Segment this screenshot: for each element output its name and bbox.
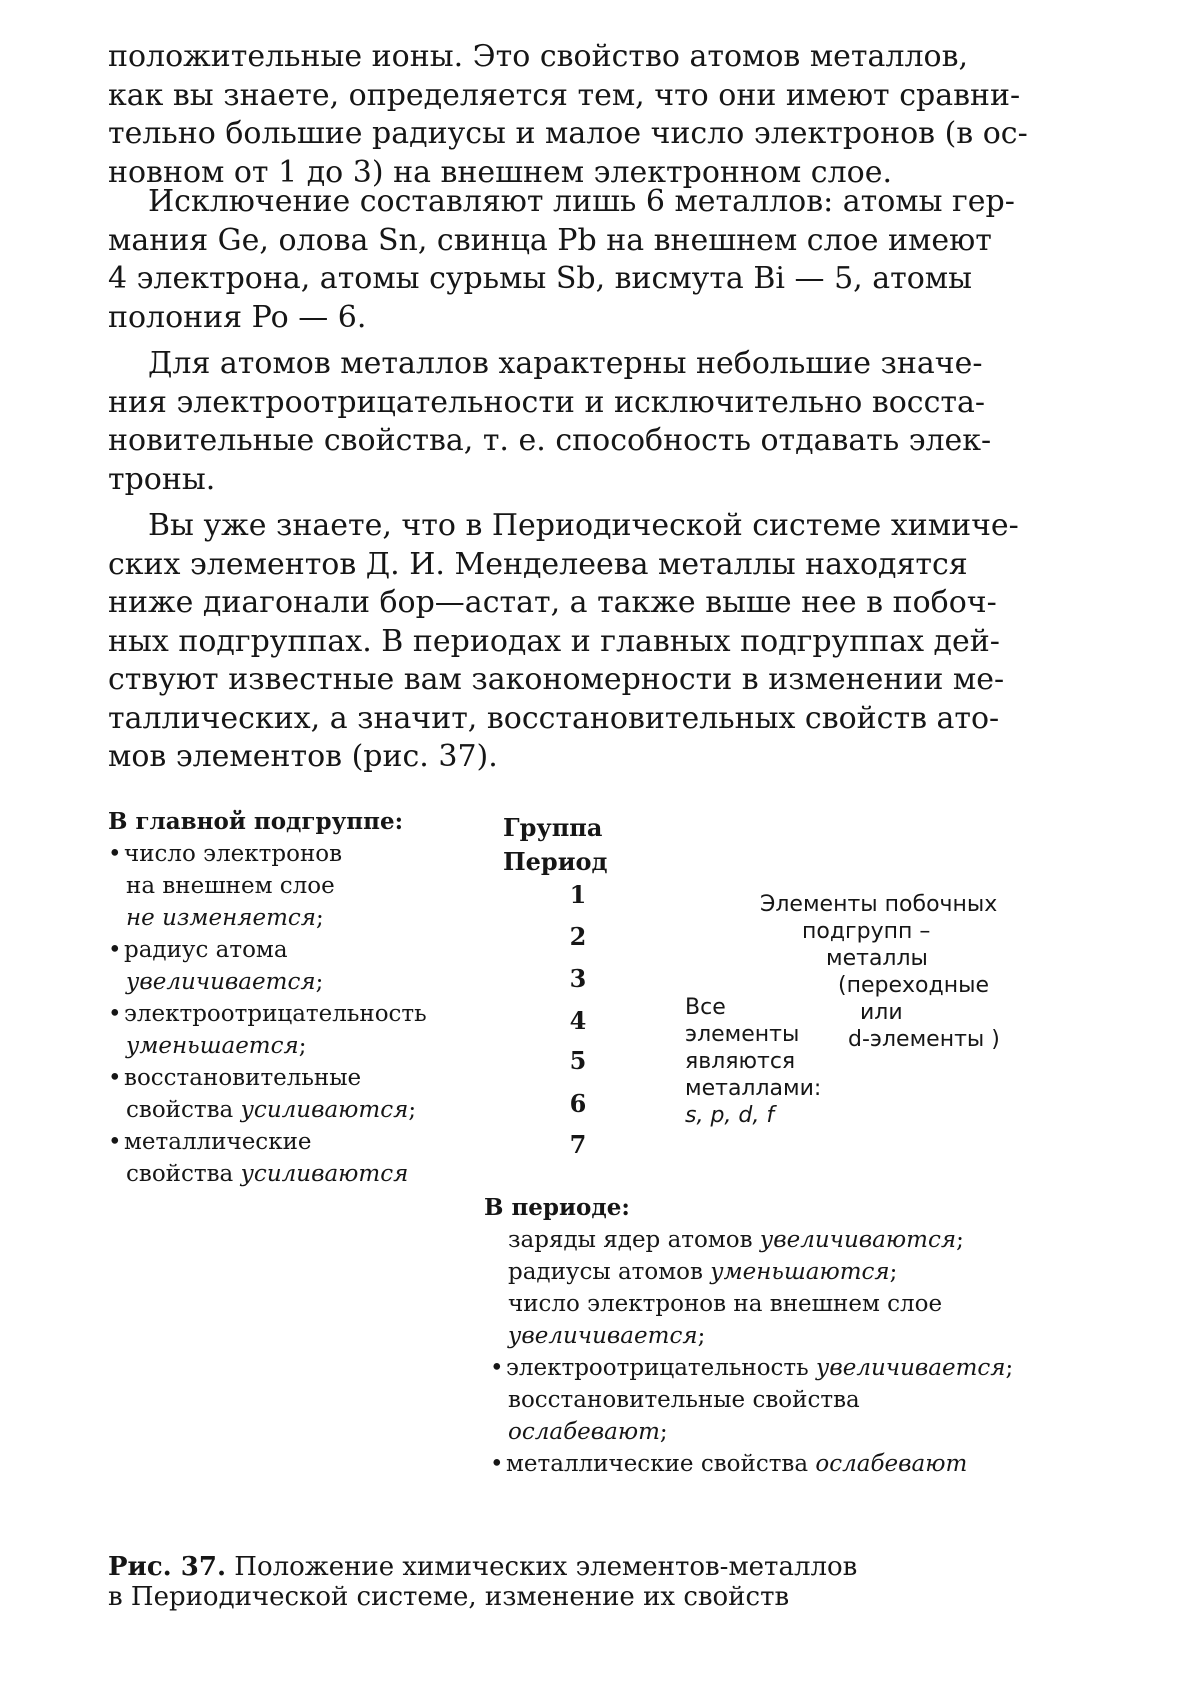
text-line: таллических, а значит, восстановительных свойств ато- — [108, 700, 1000, 736]
period-trends — [484, 1192, 1014, 1480]
list-item: • электроотрицательность — [108, 1001, 427, 1027]
text-line: ния электроотрицательности и исключительно восста- — [108, 384, 986, 420]
list-item-text: число электронов на внешнем слое — [508, 1291, 943, 1317]
list-item: • электроотрицательность увеличивается; — [490, 1355, 1014, 1381]
text-line: Для атомов металлов характерны небольшие значе- — [148, 346, 983, 381]
text-line: Исключение составляют лишь 6 металлов: атомы гер- — [148, 184, 1015, 219]
list-item-text: уменьшается; — [126, 1033, 307, 1059]
paragraph-2 — [108, 183, 1068, 337]
period-number: 2 — [569, 922, 587, 951]
period-number: 3 — [569, 964, 587, 993]
list-item-text: не изменяется; — [126, 905, 324, 931]
list-item-text: ослабевают; — [508, 1419, 668, 1445]
list-item-text: свойства усиливаются; — [126, 1097, 417, 1123]
all-metals-note: Все элементы являются металлами: s, p, d, f — [685, 995, 822, 1128]
list-item: • металлические — [108, 1129, 312, 1155]
paragraph-1 — [108, 38, 1068, 192]
text-line: новительные свойства, т. е. способность отдавать элек- — [108, 423, 992, 458]
text-line: ствуют известные вам закономерности в изменении ме- — [108, 662, 1005, 697]
subgroup-trends — [108, 806, 427, 1190]
caption-text: в Периодической системе, изменение их свойств — [108, 1582, 790, 1612]
figure-caption — [108, 1552, 857, 1612]
text-line: как вы знаете, определяется тем, что они имеют сравни- — [108, 77, 1021, 113]
period-number: 7 — [569, 1130, 587, 1159]
period-label: Период — [503, 847, 608, 876]
text-line: троны. — [108, 461, 216, 497]
text-line: ских элементов Д. И. Менделеева металлы находятся — [108, 546, 968, 582]
text-line: ных подгруппах. В периодах и главных подгруппах дей- — [108, 623, 1000, 659]
list-item: • восстановительные — [108, 1065, 362, 1091]
period-number: 1 — [569, 880, 587, 909]
paragraph-4 — [108, 507, 1068, 777]
list-item-text: увеличивается; — [126, 969, 324, 995]
period-title: В периоде: — [484, 1194, 630, 1221]
list-item: • радиус атома — [108, 937, 288, 963]
text-line: Вы уже знаете, что в Периодической системе химиче- — [148, 508, 1019, 543]
period-number: 5 — [569, 1046, 587, 1075]
list-item-text: свойства усиливаются — [126, 1161, 409, 1187]
list-item: • число электронов — [108, 841, 343, 867]
text-line: мания Ge, олова Sn, свинца Pb на внешнем слое имеют — [108, 222, 992, 258]
caption-text: Положение химических элементов-металлов — [226, 1552, 858, 1582]
subgroup-title: В главной подгруппе: — [108, 808, 404, 835]
paragraph-3 — [108, 345, 1068, 499]
text-line: тельно большие радиусы и малое число электронов (в ос- — [108, 116, 1028, 151]
caption-label: Рис. 37. — [108, 1552, 227, 1582]
list-item-text: восстановительные свойства — [508, 1387, 860, 1413]
list-item-text: увеличивается; — [508, 1323, 706, 1349]
list-item-text: на внешнем слое — [126, 873, 335, 899]
text-line: полония Po — 6. — [108, 299, 367, 335]
list-item-text: радиусы атомов уменьшаются; — [508, 1259, 898, 1285]
text-line: мов элементов (рис. 37). — [108, 739, 498, 774]
text-line: ниже диагонали бор—астат, а также выше нее в побоч- — [108, 585, 997, 620]
transition-elements-note: Элементы побочных подгрупп – металлы (переходные или d-элементы ) — [760, 892, 1000, 1052]
text-line: 4 электрона, атомы сурьмы Sb, висмута Bi — 5, атомы — [108, 261, 972, 296]
text-line: положительные ионы. Это свойство атомов металлов, — [108, 39, 968, 74]
period-number: 4 — [569, 1006, 587, 1035]
list-item-text: заряды ядер атомов увеличиваются; — [508, 1227, 964, 1253]
text-line: новном от 1 до 3) на внешнем электронном слое. — [108, 154, 893, 190]
group-label: Группа — [503, 813, 603, 842]
list-item: • металлические свойства ослабевают — [490, 1451, 968, 1477]
period-number: 6 — [569, 1089, 587, 1118]
